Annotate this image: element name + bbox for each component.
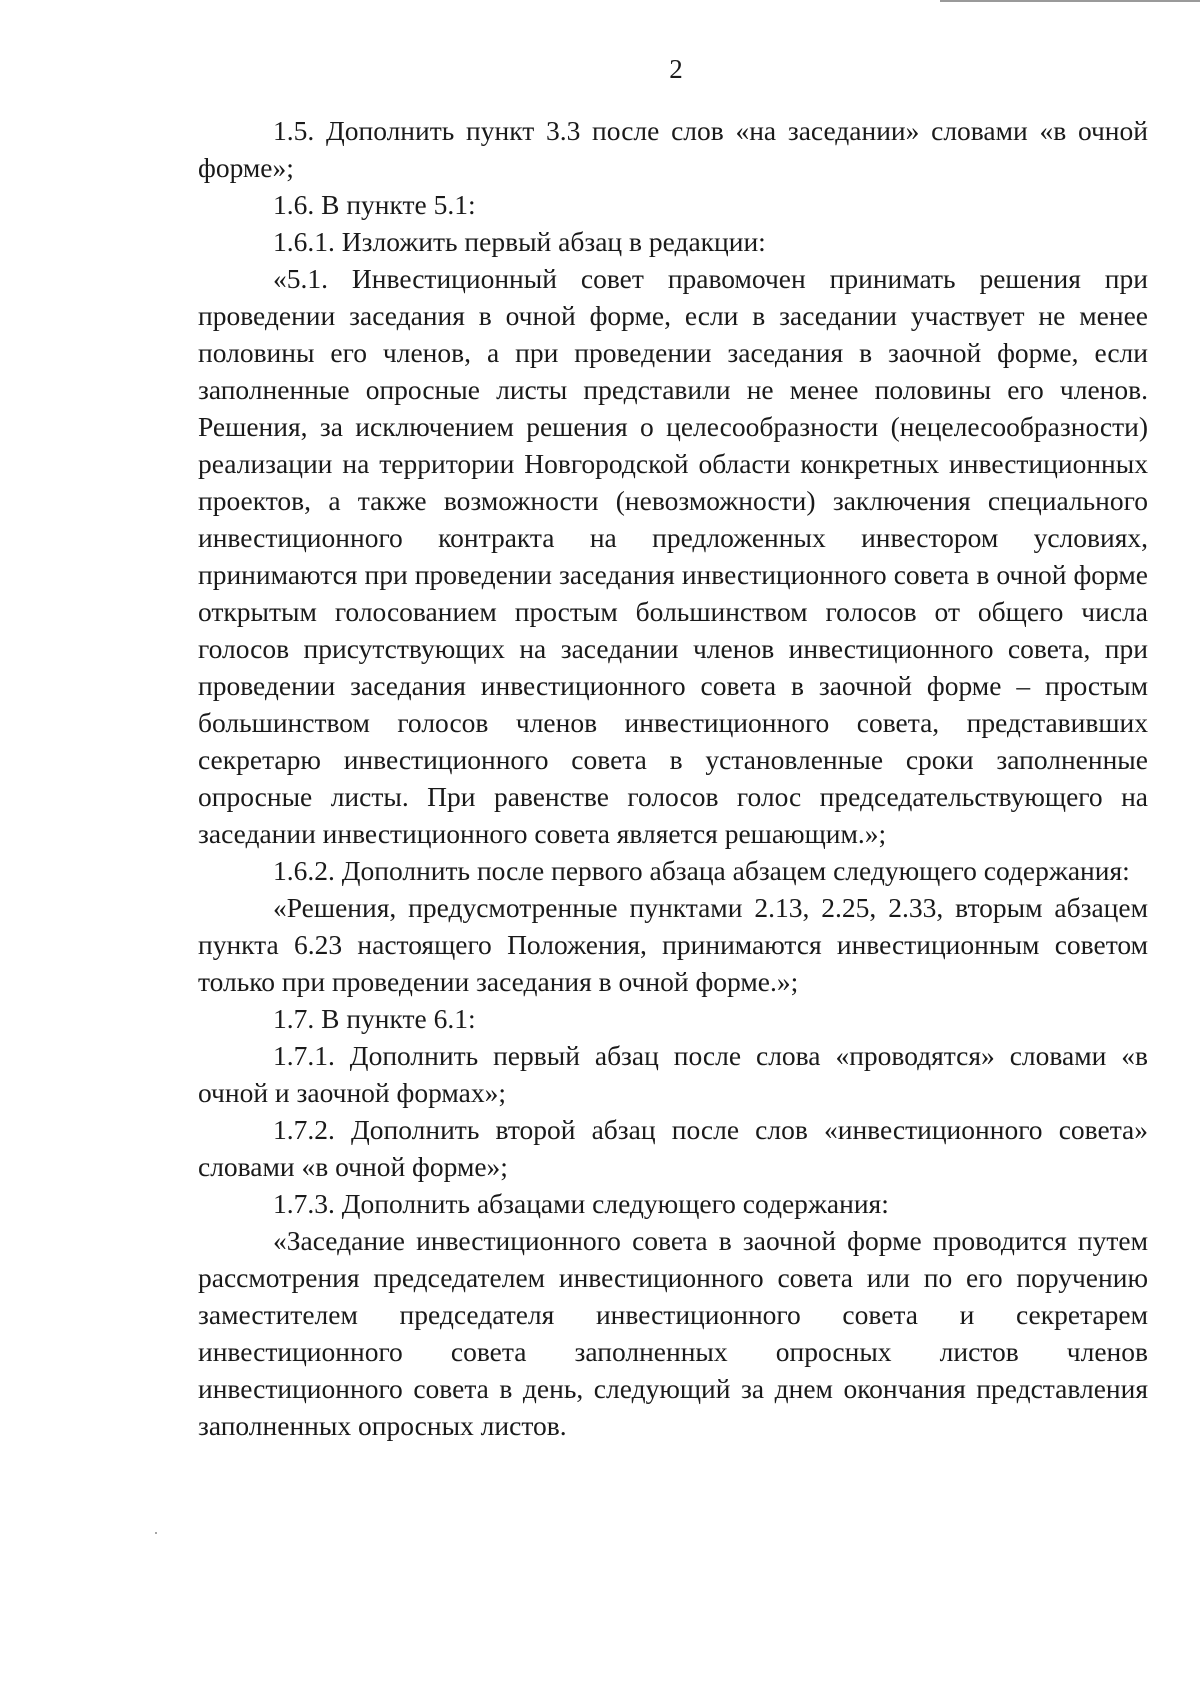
paragraph-1-5: 1.5. Дополнить пункт 3.3 после слов «на заседании» словами «в очной форме»; <box>198 115 1148 183</box>
page-number: 2 <box>669 54 683 84</box>
paragraph-quote-5-1: «5.1. Инвестиционный совет правомочен принимать решения при проведении заседания в очной форме, если в заседании участвует не менее половины его членов, а при проведении заседания в заочной форме, если заполненные опросные листы представили не менее половины его членов. Решения, за исключением решения о целесообразности (нецелесообразности) реализации на территории Новгородской области конкретных инвестиционных проектов, а также возможности (невозможности) заключения специального инвестиционного контракта на предложенных инвестором условиях, принимаются при проведении заседания инвестиционного совета в очной форме открытым голосованием простым большинством голосов от общего числа голосов присутствующих на заседании членов инвестиционного совета, при проведении заседания инвестиционного совета в заочной форме – простым большинством голосов членов инвестиционного совета, представивших секретарю инвестиционного совета в установленные сроки заполненные опросные листы. При равенстве голосов голос председательствующего на заседании инвестиционного совета является решающим.»; <box>198 263 1148 849</box>
document-body <box>198 112 1148 1444</box>
paragraph-quote-session: «Заседание инвестиционного совета в заочной форме проводится путем рассмотрения председателем инвестиционного совета или по его поручению заместителем председателя инвестиционного совета и секретарем инвестиционного совета заполненных опросных листов членов инвестиционного совета в день, следующий за днем окончания представления заполненных опросных листов. <box>198 1225 1148 1441</box>
paragraph-1-6-1: 1.6.1. Изложить первый абзац в редакции: <box>273 226 766 257</box>
scan-speck <box>155 1532 157 1534</box>
paragraph-quote-decisions: «Решения, предусмотренные пунктами 2.13, 2.25, 2.33, вторым абзацем пункта 6.23 настоящего Положения, принимаются инвестиционным советом только при проведении заседания в очной форме.»; <box>198 892 1148 997</box>
paragraph-1-6-2: 1.6.2. Дополнить после первого абзаца абзацем следующего содержания: <box>273 855 1130 886</box>
paragraph-1-6: 1.6. В пункте 5.1: <box>273 189 476 220</box>
paragraph-1-7: 1.7. В пункте 6.1: <box>273 1003 476 1034</box>
scan-edge-line <box>940 0 1200 2</box>
paragraph-1-7-1: 1.7.1. Дополнить первый абзац после слова «проводятся» словами «в очной и заочной формах»; <box>198 1040 1148 1108</box>
paragraph-1-7-2: 1.7.2. Дополнить второй абзац после слов «инвестиционного совета» словами «в очной форме»; <box>198 1114 1148 1182</box>
paragraph-1-7-3: 1.7.3. Дополнить абзацами следующего содержания: <box>273 1188 889 1219</box>
